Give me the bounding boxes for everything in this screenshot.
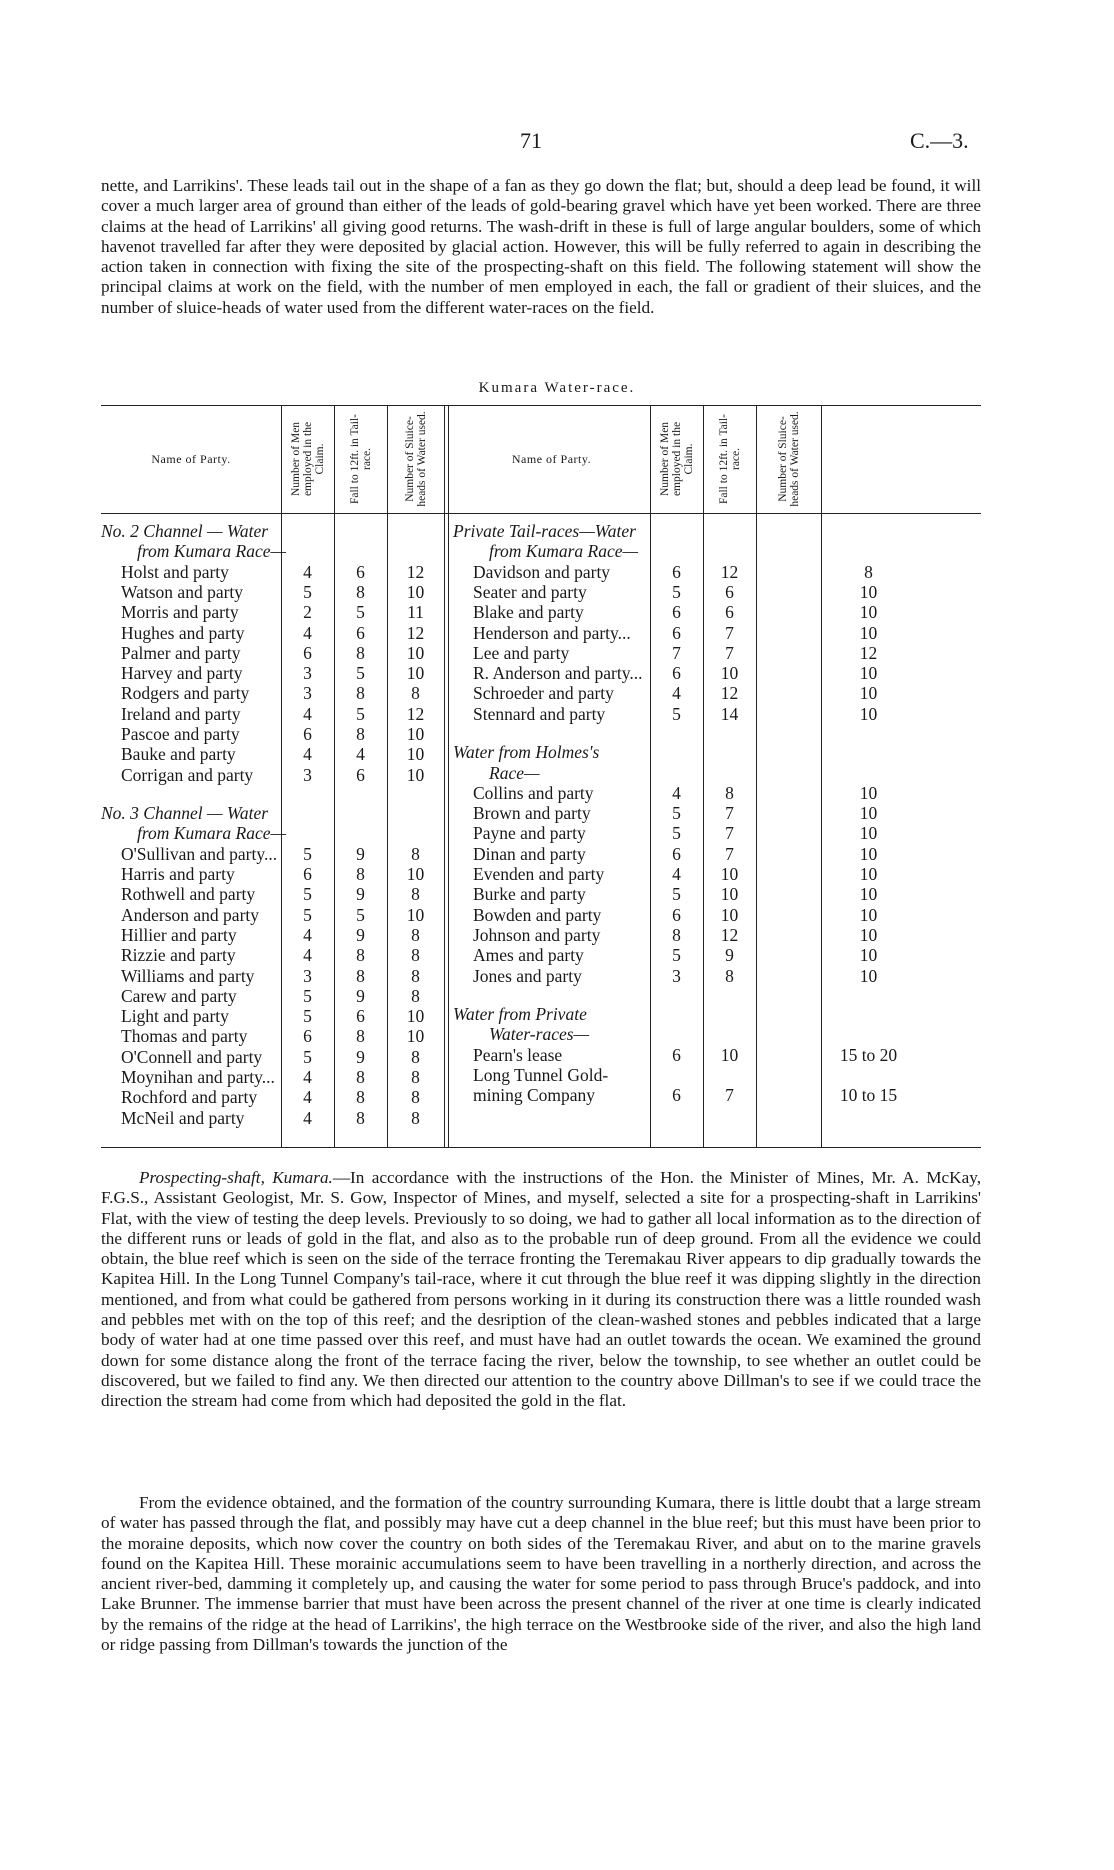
left-sluice-heads: 8 xyxy=(411,924,420,945)
right-fall-value: 6 xyxy=(725,581,734,602)
left-fall-value: 5 xyxy=(356,602,365,623)
right-party-name: Ames and party xyxy=(473,945,584,966)
left-party-name: Hillier and party xyxy=(121,924,237,945)
right-men-count: 5 xyxy=(672,945,681,966)
right-fall-value: 12 xyxy=(720,924,739,945)
right-fall-value: 7 xyxy=(725,622,734,643)
left-party-name: Hughes and party xyxy=(121,622,245,643)
right-men-count: 4 xyxy=(672,864,681,885)
left-sluice-heads: 8 xyxy=(411,1046,420,1067)
right-sluice-heads: 10 xyxy=(859,581,878,602)
right-sluice-heads: 10 xyxy=(859,924,878,945)
right-men-count: 5 xyxy=(672,884,681,905)
right-sluice-heads: 10 xyxy=(859,602,878,623)
right-men-count: 6 xyxy=(672,843,681,864)
left-party-name: Corrigan and party xyxy=(121,764,254,785)
right-sluice-heads: 10 xyxy=(859,622,878,643)
left-party-name: Harris and party xyxy=(121,864,235,885)
right-group-heading: Water from Private xyxy=(453,1004,587,1025)
right-group-heading: from Kumara Race— xyxy=(489,541,639,562)
left-sluice-heads: 10 xyxy=(406,642,425,663)
right-group-heading: Water-races— xyxy=(489,1024,590,1045)
left-sluice-heads: 10 xyxy=(406,581,425,602)
right-sluice-heads xyxy=(756,1065,981,1085)
left-header-sluice: Number of Sluice-heads of Water used. xyxy=(403,411,428,507)
left-party-name: O'Sullivan and party... xyxy=(121,843,278,864)
right-men-count: 7 xyxy=(672,642,681,663)
right-sluice-heads: 10 xyxy=(859,782,878,803)
right-col-rule xyxy=(703,405,704,1148)
left-men-count: 5 xyxy=(303,904,312,925)
left-men-count: 4 xyxy=(303,744,312,765)
left-party-name: Rizzie and party xyxy=(121,945,236,966)
left-party-name: Thomas and party xyxy=(121,1026,248,1047)
right-party-name: Henderson and party... xyxy=(473,622,631,643)
left-header-fall: Fall to 12ft. in Tail-race. xyxy=(348,413,373,505)
right-party-name: Johnson and party xyxy=(473,924,601,945)
left-men-count: 5 xyxy=(303,1006,312,1027)
right-fall-value: 7 xyxy=(725,642,734,663)
left-men-count: 4 xyxy=(303,924,312,945)
right-sluice-heads: 12 xyxy=(859,642,878,663)
left-party-name: Rodgers and party xyxy=(121,683,250,704)
left-sluice-heads: 8 xyxy=(411,985,420,1006)
right-party-name: Seater and party xyxy=(473,581,587,602)
right-party-name: Long Tunnel Gold- xyxy=(473,1065,609,1086)
right-men-count: 6 xyxy=(672,1044,681,1065)
left-header-men-cell xyxy=(281,405,334,513)
document-reference: C.—3. xyxy=(910,128,969,153)
left-men-count: 5 xyxy=(303,985,312,1006)
right-sluice-heads: 10 xyxy=(859,803,878,824)
table-title: Kumara Water-race. xyxy=(478,380,636,396)
left-party-name: Light and party xyxy=(121,1006,229,1027)
right-header-sluice-cell xyxy=(756,405,821,513)
right-party-name: Dinan and party xyxy=(473,843,586,864)
left-sluice-heads: 10 xyxy=(406,864,425,885)
right-party-name: Stennard and party xyxy=(473,703,606,724)
right-party-name: Brown and party xyxy=(473,803,591,824)
left-party-name: Ireland and party xyxy=(121,703,241,724)
left-sluice-heads: 8 xyxy=(411,683,420,704)
left-men-count: 4 xyxy=(303,1107,312,1128)
left-men-count: 3 xyxy=(303,663,312,684)
left-fall-value: 8 xyxy=(356,1067,365,1088)
right-sluice-heads: 15 to 20 xyxy=(839,1044,898,1065)
prospecting-heading: Prospecting-shaft, Kumara. xyxy=(139,1168,333,1187)
left-party-name: O'Connell and party xyxy=(121,1046,263,1067)
left-men-count: 4 xyxy=(303,945,312,966)
panel-divider xyxy=(444,405,445,1148)
left-sluice-heads: 10 xyxy=(406,764,425,785)
right-men-count: 5 xyxy=(672,803,681,824)
left-sluice-heads: 10 xyxy=(406,744,425,765)
right-fall-value: 8 xyxy=(725,782,734,803)
left-fall-value: 9 xyxy=(356,985,365,1006)
left-party-name: Watson and party xyxy=(121,581,244,602)
left-header-sluice-cell xyxy=(387,405,444,513)
left-fall-value: 8 xyxy=(356,724,365,744)
right-header-men: Number of Men employed in the Claim. xyxy=(658,421,695,497)
left-header-name: Name of Party. xyxy=(151,451,231,466)
left-fall-value: 8 xyxy=(356,642,365,663)
left-men-count: 6 xyxy=(303,724,312,744)
left-sluice-heads: 11 xyxy=(407,602,424,623)
left-party-name: Harvey and party xyxy=(121,663,243,684)
left-fall-value: 9 xyxy=(356,843,365,864)
right-men-count: 6 xyxy=(672,663,681,684)
left-fall-value: 6 xyxy=(356,622,365,643)
right-men-count: 6 xyxy=(672,602,681,623)
right-men-count: 6 xyxy=(672,1085,681,1106)
right-col-rule xyxy=(821,405,822,1148)
left-fall-value: 6 xyxy=(356,1006,365,1027)
panel-divider-2 xyxy=(448,405,449,1148)
left-men-count: 5 xyxy=(303,884,312,905)
right-men-count: 5 xyxy=(672,823,681,844)
right-party-name: Burke and party xyxy=(473,884,586,905)
left-party-name: Pascoe and party xyxy=(121,724,240,744)
right-sluice-heads: 10 xyxy=(859,843,878,864)
left-fall-value: 4 xyxy=(356,744,365,765)
left-header-men: Number of Men employed in the Claim. xyxy=(289,421,326,497)
right-men-count: 6 xyxy=(672,622,681,643)
right-group-heading: Private Tail-races—Water xyxy=(453,521,636,541)
left-header-fall-cell xyxy=(334,405,387,513)
right-men-count: 3 xyxy=(672,965,681,986)
left-party-name: Bauke and party xyxy=(121,744,236,765)
left-sluice-heads: 10 xyxy=(406,904,425,925)
left-sluice-heads: 8 xyxy=(411,1107,420,1128)
left-fall-value: 8 xyxy=(356,1026,365,1047)
table-bottom-rule xyxy=(101,1147,981,1148)
right-men-count: 6 xyxy=(672,561,681,582)
right-sluice-heads: 10 xyxy=(859,904,878,925)
right-party-name: Pearn's lease xyxy=(473,1044,563,1065)
right-fall-value: 10 xyxy=(720,864,739,885)
right-header-men-cell xyxy=(650,405,703,513)
left-party-name: Williams and party xyxy=(121,965,255,986)
left-fall-value: 9 xyxy=(356,884,365,905)
right-party-name: R. Anderson and party... xyxy=(473,663,643,684)
right-party-name: mining Company xyxy=(473,1085,596,1106)
right-sluice-heads: 10 xyxy=(859,945,878,966)
left-fall-value: 5 xyxy=(356,703,365,724)
left-men-count: 4 xyxy=(303,703,312,724)
left-fall-value: 6 xyxy=(356,764,365,785)
right-fall-value: 14 xyxy=(720,703,739,724)
left-sluice-heads: 10 xyxy=(406,1006,425,1027)
left-sluice-heads: 8 xyxy=(411,884,420,905)
right-col-rule xyxy=(756,405,757,1148)
left-fall-value: 6 xyxy=(356,561,365,582)
left-fall-value: 8 xyxy=(356,1087,365,1108)
left-men-count: 6 xyxy=(303,864,312,885)
left-party-name: Holst and party xyxy=(121,561,229,582)
left-sluice-heads: 12 xyxy=(406,561,425,582)
right-party-name: Davidson and party xyxy=(473,561,611,582)
right-sluice-heads: 8 xyxy=(864,561,873,582)
right-header-fall: Fall to 12ft. in Tail-race. xyxy=(717,413,742,505)
prospecting-paragraph xyxy=(101,1168,981,1412)
right-men-count: 8 xyxy=(672,924,681,945)
right-header-name: Name of Party. xyxy=(511,451,592,466)
left-sluice-heads: 12 xyxy=(406,703,425,724)
left-fall-value: 8 xyxy=(356,581,365,602)
right-sluice-heads: 10 xyxy=(859,663,878,684)
left-fall-value: 5 xyxy=(356,904,365,925)
intro-paragraph: nette, and Larrikins'. These leads tail out in the shape of a fan as they go down the flat; but, should a deep lead be found, it will cover a much larger area of ground than either of the leads of gold-bearing gravel which have yet been worked. There are three claims at the head of Larrikins' all giving good returns. The wash-drift in these is full of large angular boulders, some of which havenot travelled far after they were deposited by glacial action. However, this will be fully referred to again in describing the action taken in connection with fixing the site of the prospecting-shaft on this field. The following statement will show the principal claims at work on the field, with the number of men employed in each, the fall or gradient of their sluices, and the number of sluice-heads of water used from the different water-races on the field. xyxy=(101,176,981,317)
evidence-paragraph: From the evidence obtained, and the formation of the country surrounding Kumara, there is little doubt that a large stream of water has passed through the flat, and possibly may have cut a deep channel in the blue reef; but this must have been prior to the moraine deposits, which now cover the country on both sides of the Teremakau River, and abut on to the marine gravels found on the Kapitea Hill. These morainic accumulations seem to have been travelling in a northerly direction, and across the ancient river-bed, damming it completely up, and causing the water for some period to pass through Bruce's paddock, and into Lake Brunner. The immense barrier that must have been across the present channel of the river at one time is clearly indicated by the remains of the ridge at the head of Larrikins', the high terrace on the Westbrooke side of the river, and also the high land or ridge passing from Dillman's towards the junction of the xyxy=(101,1493,981,1655)
table-header-rule xyxy=(101,513,981,514)
right-party-name: Schroeder and party xyxy=(473,683,614,704)
right-fall-value: 12 xyxy=(720,683,739,704)
right-group-heading: Race— xyxy=(489,762,540,783)
left-group-heading: from Kumara Race— xyxy=(137,541,287,562)
right-fall-value: 10 xyxy=(720,1044,739,1065)
right-men-count: 5 xyxy=(672,703,681,724)
left-fall-value: 9 xyxy=(356,1046,365,1067)
right-men-count: 6 xyxy=(672,904,681,925)
left-men-count: 4 xyxy=(303,561,312,582)
right-sluice-heads: 10 xyxy=(859,703,878,724)
left-men-count: 5 xyxy=(303,843,312,864)
left-fall-value: 8 xyxy=(356,1107,365,1128)
right-sluice-heads: 10 xyxy=(859,864,878,885)
left-men-count: 3 xyxy=(303,683,312,704)
left-fall-value: 9 xyxy=(356,924,365,945)
right-sluice-heads: 10 xyxy=(859,683,878,704)
left-fall-value: 8 xyxy=(356,945,365,966)
right-men-count xyxy=(650,1065,703,1085)
left-fall-value: 8 xyxy=(356,864,365,885)
page-number: 71 xyxy=(520,128,542,153)
right-fall-value: 10 xyxy=(720,884,739,905)
left-party-name: Moynihan and party... xyxy=(121,1067,275,1088)
right-fall-value xyxy=(703,1065,756,1085)
right-party-name: Bowden and party xyxy=(473,904,602,925)
right-men-count: 5 xyxy=(672,581,681,602)
right-men-count: 4 xyxy=(672,683,681,704)
left-men-count: 3 xyxy=(303,764,312,785)
left-group-heading: No. 2 Channel — Water xyxy=(101,521,269,541)
right-party-name: Lee and party xyxy=(473,642,570,663)
right-party-name: Payne and party xyxy=(473,823,586,844)
left-group-heading: No. 3 Channel — Water xyxy=(101,803,269,824)
water-race-table xyxy=(101,405,981,1148)
left-fall-value: 8 xyxy=(356,683,365,704)
right-sluice-heads: 10 xyxy=(859,823,878,844)
left-party-name: Rochford and party xyxy=(121,1087,258,1108)
right-group-heading: Water from Holmes's xyxy=(453,742,600,763)
right-party-name: Blake and party xyxy=(473,602,584,623)
left-sluice-heads: 8 xyxy=(411,843,420,864)
right-fall-value: 10 xyxy=(720,904,739,925)
left-sluice-heads: 10 xyxy=(406,663,425,684)
right-fall-value: 6 xyxy=(725,602,734,623)
right-sluice-heads: 10 to 15 xyxy=(839,1085,898,1106)
left-fall-value: 8 xyxy=(356,965,365,986)
right-fall-value: 7 xyxy=(725,803,734,824)
right-fall-value: 7 xyxy=(725,843,734,864)
left-sluice-heads: 10 xyxy=(406,724,425,744)
left-men-count: 4 xyxy=(303,1067,312,1088)
right-fall-value: 7 xyxy=(725,1085,734,1106)
right-party-name: Evenden and party xyxy=(473,864,605,885)
right-fall-value: 12 xyxy=(720,561,739,582)
left-party-name: McNeil and party xyxy=(121,1107,245,1128)
left-sluice-heads: 10 xyxy=(406,1026,425,1047)
right-header-sluice: Number of Sluice-heads of Water used. xyxy=(776,411,801,507)
right-fall-value: 7 xyxy=(725,823,734,844)
left-party-name: Rothwell and party xyxy=(121,884,256,905)
right-party-name: Collins and party xyxy=(473,782,594,803)
left-party-name: Palmer and party xyxy=(121,642,241,663)
right-header-fall-cell xyxy=(703,405,756,513)
left-party-name: Morris and party xyxy=(121,602,239,623)
left-sluice-heads: 8 xyxy=(411,1087,420,1108)
prospecting-text: —In accordance with the instructions of the Hon. the Minister of Mines, Mr. A. McKay, F.G.S., Assistant Geologist, Mr. S. Gow, Inspector of Mines, and myself, selected a site for a prospecting-shaft in Larrikins' Flat, with the view of testing the deep levels. Previously to so doing, we had to gather all local information as to the direction of the different runs or leads of gold in the flat, and also as to the probable run of deep ground. From all the evidence we could obtain, the blue reef which is seen on the side of the terrace fronting the Teremakau River appears to dip gradually towards the Kapitea Hill. In the Long Tunnel Company's tail-race, where it cut through the blue reef it was dipping slightly in the direction mentioned, and from what could be gathered from persons working in it during its construction there was a little rounded wash and pebbles met with on the top of this reef; and the desription of the clean-washed stones and pebbles indicated that a large body of water had at one time passed over this reef, and must have had an outlet towards the ocean. We examined the ground down for some distance along the front of the terrace facing the river, below the township, to see whether an outlet could be discovered, but we failed to find any. We then directed our attention to the country above Dillman's to see if we could trace the direction the stream had come from which had deposited the gold in the flat. xyxy=(101,1168,981,1411)
left-party-name: Anderson and party xyxy=(121,904,260,925)
right-fall-value: 8 xyxy=(725,965,734,986)
left-sluice-heads: 8 xyxy=(411,1067,420,1088)
left-men-count: 5 xyxy=(303,581,312,602)
left-men-count: 2 xyxy=(303,602,312,623)
left-party-name: Carew and party xyxy=(121,985,237,1006)
right-party-name: Jones and party xyxy=(473,965,582,986)
right-fall-value: 9 xyxy=(725,945,734,966)
left-men-count: 3 xyxy=(303,965,312,986)
left-men-count: 5 xyxy=(303,1046,312,1067)
left-men-count: 4 xyxy=(303,1087,312,1108)
right-men-count: 4 xyxy=(672,782,681,803)
left-fall-value: 5 xyxy=(356,663,365,684)
right-fall-value: 10 xyxy=(720,663,739,684)
left-men-count: 6 xyxy=(303,1026,312,1047)
left-sluice-heads: 8 xyxy=(411,965,420,986)
right-sluice-heads: 10 xyxy=(859,884,878,905)
left-sluice-heads: 12 xyxy=(406,622,425,643)
left-men-count: 6 xyxy=(303,642,312,663)
left-group-heading: from Kumara Race— xyxy=(137,823,287,844)
left-sluice-heads: 8 xyxy=(411,945,420,966)
right-sluice-heads: 10 xyxy=(859,965,878,986)
left-men-count: 4 xyxy=(303,622,312,643)
